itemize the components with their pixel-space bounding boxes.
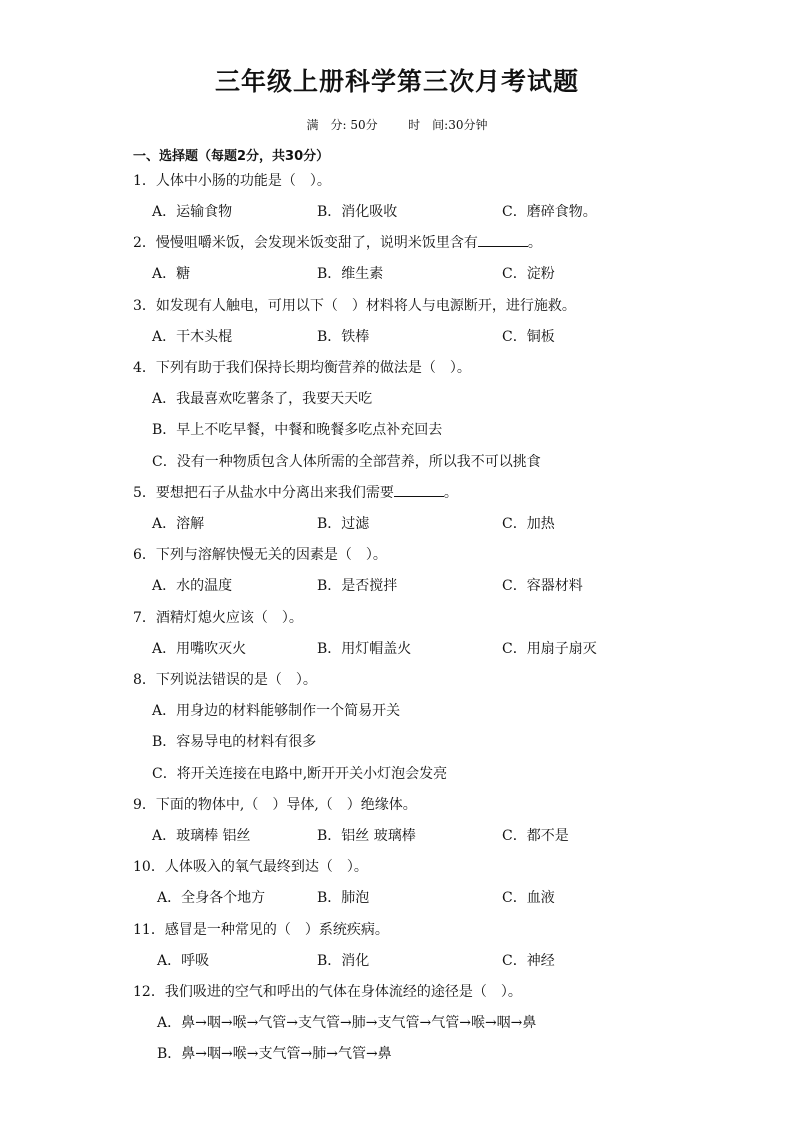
question-stem (133, 484, 458, 502)
option-c: C．没有一种物质包含人体所需的全部营养，所以我不可以挑食 (152, 454, 541, 470)
answer-blank (394, 484, 444, 497)
option-a: A．干木头棍 (152, 329, 233, 345)
option-b: B．铁棒 (317, 329, 370, 345)
option-a: A．鼻→咽→喉→气管→支气管→肺→支气管→气管→喉→咽→鼻 (157, 1015, 537, 1031)
option-a: A．呼吸 (157, 953, 210, 969)
stem-text-end: 。 (443, 485, 458, 501)
option-c: C．磨碎食物。 (502, 204, 597, 220)
option-b: B．鼻→咽→喉→支气管→肺→气管→鼻 (157, 1046, 392, 1062)
option-b: B．消化 (317, 953, 370, 969)
section-heading: 一、选择题（每题2分，共30分） (133, 149, 330, 164)
stem-text: 5．要想把石子从盐水中分离出来我们需要 (133, 485, 394, 501)
exam-meta (0, 116, 794, 133)
option-c: C．都不是 (502, 828, 569, 844)
option-b: B．消化吸收 (317, 204, 398, 220)
option-b: B．铝丝 玻璃棒 (317, 828, 416, 844)
question-stem: 6．下列与溶解快慢无关的因素是（ ）。 (133, 547, 387, 563)
stem-text-end: 。 (527, 235, 542, 251)
option-c: C．血液 (502, 890, 555, 906)
option-b: B．用灯帽盖火 (317, 641, 412, 657)
option-a: A．运输食物 (152, 204, 233, 220)
question-stem: 11．感冒是一种常见的（ ）系统疾病。 (133, 922, 389, 938)
exam-title: 三年级上册科学第三次月考试题 (214, 67, 579, 96)
question-stem (133, 234, 542, 252)
option-b: B．过滤 (317, 516, 370, 532)
full-score-label: 满 分: (306, 118, 347, 132)
answer-blank (478, 234, 528, 247)
question-stem: 3．如发现有人触电，可用以下（ ）材料将人与电源断开，进行施救。 (133, 298, 576, 314)
option-b: B．肺泡 (317, 890, 370, 906)
full-score-value: 50分 (350, 118, 378, 132)
time-value: 30分钟 (448, 118, 488, 132)
option-a: A．溶解 (152, 516, 205, 532)
time-label: 时 间: (408, 118, 449, 132)
option-a: A．糖 (152, 266, 191, 282)
option-a: A．全身各个地方 (157, 890, 266, 906)
option-b: B．维生素 (317, 266, 384, 282)
question-stem: 9．下面的物体中,（ ）导体,（ ）绝缘体。 (133, 797, 417, 813)
option-c: C．淀粉 (502, 266, 555, 282)
option-b: B．早上不吃早餐，中餐和晚餐多吃点补充回去 (152, 422, 443, 438)
option-c: C．将开关连接在电路中,断开开关小灯泡会发亮 (152, 766, 448, 782)
question-stem: 8．下列说法错误的是（ ）。 (133, 672, 317, 688)
question-stem: 10．人体吸入的氧气最终到达（ ）。 (133, 859, 368, 875)
option-b: B．容易导电的材料有很多 (152, 734, 317, 750)
question-stem: 7．酒精灯熄火应该（ ）。 (133, 610, 303, 626)
option-b: B．是否搅拌 (317, 578, 398, 594)
stem-text: 2．慢慢咀嚼米饭，会发现米饭变甜了，说明米饭里含有 (133, 235, 478, 251)
option-c: C．铜板 (502, 329, 555, 345)
option-c: C．容器材料 (502, 578, 583, 594)
option-a: A．水的温度 (152, 578, 233, 594)
option-c: C．加热 (502, 516, 555, 532)
option-a: A．用身边的材料能够制作一个简易开关 (152, 703, 401, 719)
question-stem: 4．下列有助于我们保持长期均衡营养的做法是（ ）。 (133, 360, 471, 376)
option-a: A．我最喜欢吃薯条了，我要天天吃 (152, 391, 373, 407)
option-a: A．用嘴吹灭火 (152, 641, 247, 657)
question-stem: 1．人体中小肠的功能是（ ）。 (133, 173, 331, 189)
option-c: C．神经 (502, 953, 555, 969)
option-c: C．用扇子扇灭 (502, 641, 597, 657)
question-stem: 12．我们吸进的空气和呼出的气体在身体流经的途径是（ ）。 (133, 984, 522, 1000)
option-a: A．玻璃棒 铝丝 (152, 828, 251, 844)
